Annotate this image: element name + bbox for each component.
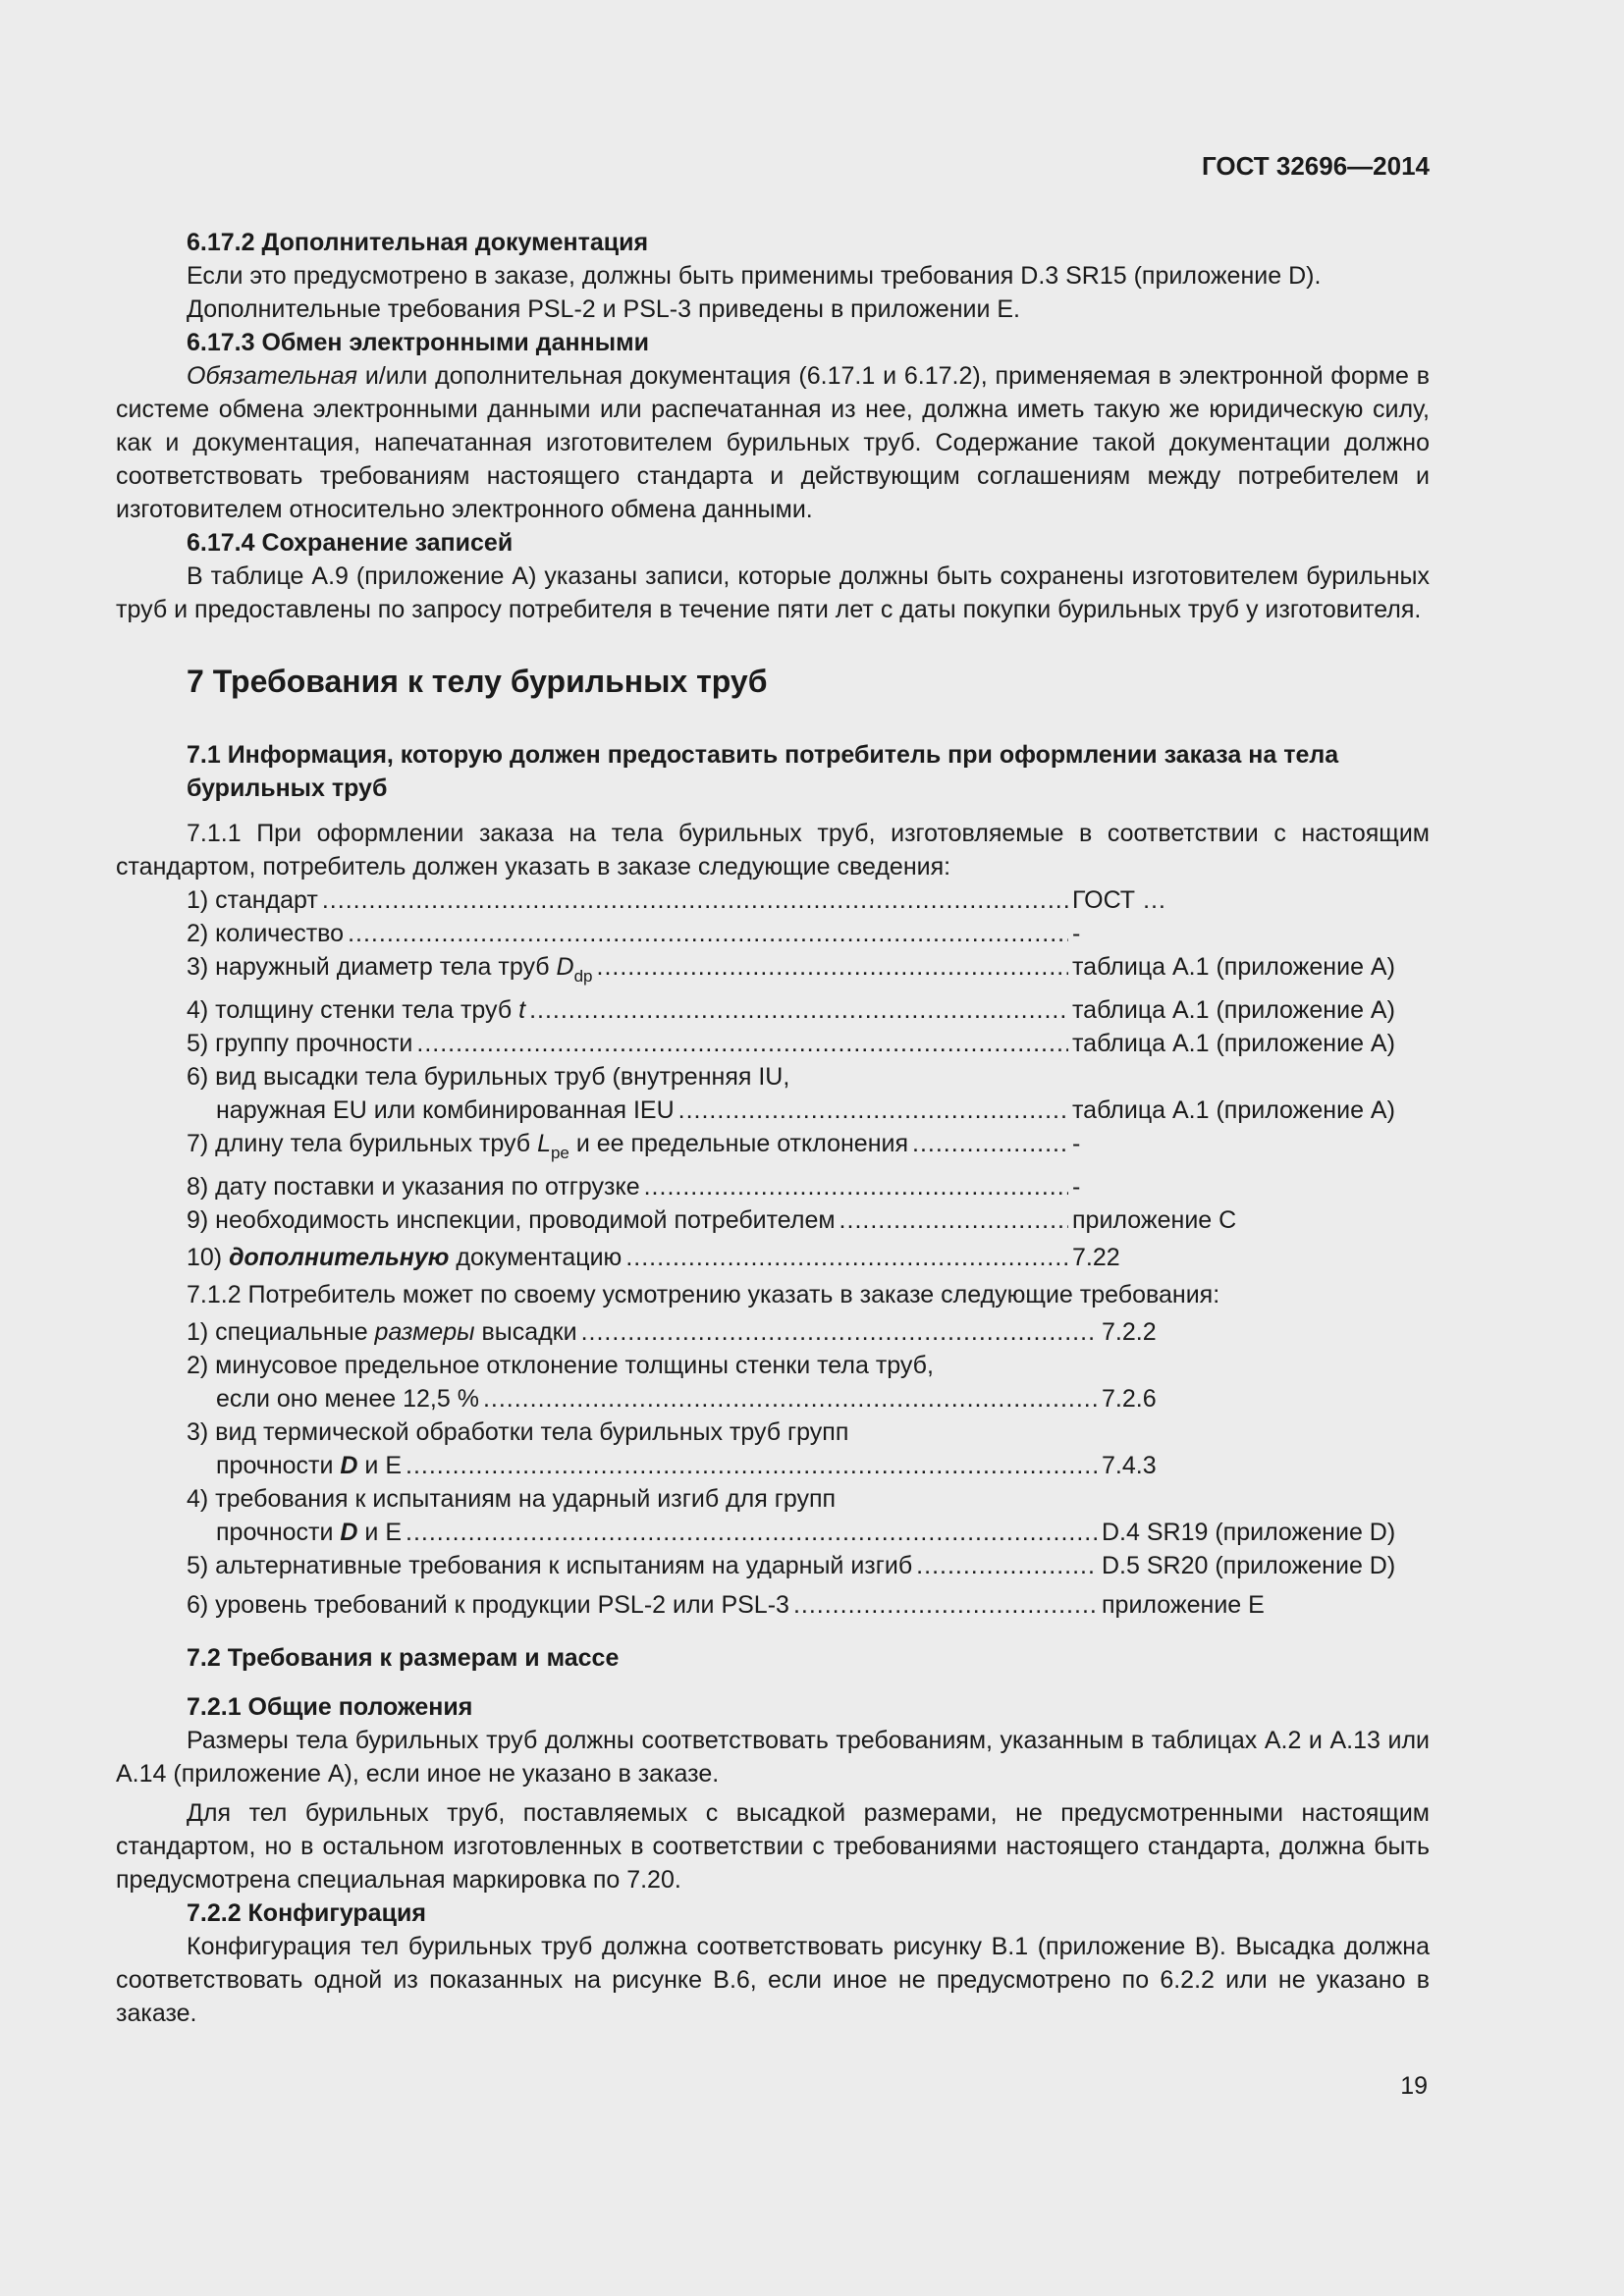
document-id-header: ГОСТ 32696—2014: [1202, 151, 1430, 181]
heading-6-17-4: 6.17.4 Сохранение записей: [187, 529, 514, 557]
heading-7-2: 7.2 Требования к размерам и массе: [187, 1644, 620, 1672]
list-item: 10) дополнительную документацию ..... 7.22: [116, 1241, 1430, 1274]
list-item: 4) толщину стенки тела труб t ..... таблица А.1 (приложение А): [116, 993, 1430, 1027]
list-item: прочности D и E ..... 7.4.3: [116, 1449, 1430, 1482]
paragraph: Обязательная и/или дополнительная документация (6.17.1 и 6.17.2), применяемая в электронной форме в системе обмена электронными данными или распечатанная из нее, должна иметь такую же юридическую силу, как и документация, напечатанная изготовителем бурильных труб. Содержание такой документации должно соответствовать требованиям настоящего стандарта и действующим соглашениям между потребителем и изготовителем относительно электронного обмена данными.: [116, 362, 1430, 523]
paragraph: Размеры тела бурильных труб должны соответствовать требованиям, указанным в таблицах А.2 и А.13 или А.14 (приложение А), если иное не указано в заказе.: [116, 1727, 1430, 1788]
list-item: 1) специальные размеры высадки ..... 7.2.2: [116, 1315, 1430, 1349]
list-item: 1) стандарт ..... ГОСТ …: [116, 883, 1430, 917]
order-info-list: [116, 883, 1430, 1274]
paragraph: Для тел бурильных труб, поставляемых с высадкой размерами, не предусмотренными настоящим стандартом, но в остальном изготовленных в соответствии с требованиями настоящего стандарта, должна быть предусмотрена специальная маркировка по 7.20.: [116, 1799, 1430, 1894]
paragraph: 7.1.2 Потребитель может по своему усмотрению указать в заказе следующие требования:: [187, 1281, 1220, 1308]
list-item-line: 6) вид высадки тела бурильных труб (внутренняя IU,: [187, 1063, 790, 1091]
list-item: если оно менее 12,5 % ..... 7.2.6: [116, 1382, 1430, 1415]
list-item: 9) необходимость инспекции, проводимой потребителем ..... приложение С: [116, 1203, 1430, 1237]
heading-section-7: 7 Требования к телу бурильных труб: [187, 664, 768, 699]
heading-6-17-2: 6.17.2 Дополнительная документация: [187, 229, 649, 256]
list-item: 5) группу прочности ..... таблица А.1 (приложение А): [116, 1027, 1430, 1060]
heading-7-2-1: 7.2.1 Общие положения: [187, 1693, 473, 1721]
list-item: 7) длину тела бурильных труб $L_{pe}$ и ее предельные отклонения ..... -: [116, 1127, 1430, 1170]
paragraph: Конфигурация тел бурильных труб должна соответствовать рисунку В.1 (приложение В). Высадка должна соответствовать одной из показанных на рисунке В.6, если иное не предусмотрено по 6.2.2 или не указано в заказе.: [116, 1933, 1430, 2027]
list-item: наружная EU или комбинированная IEU ..... таблица А.1 (приложение А): [116, 1094, 1430, 1127]
paragraph: В таблице А.9 (приложение А) указаны записи, которые должны быть сохранены изготовителем бурильных труб и предоставлены по запросу потребителя в течение пяти лет с даты покупки бурильных труб у изготовителя.: [116, 562, 1430, 623]
list-item: 6) уровень требований к продукции PSL-2 или PSL-3 ..... приложение E: [116, 1588, 1430, 1622]
paragraph: Если это предусмотрено в заказе, должны быть применимы требования D.3 SR15 (приложение D).: [187, 262, 1322, 290]
list-item: 8) дату поставки и указания по отгрузке ..... -: [116, 1170, 1430, 1203]
optional-requirements-list: [116, 1315, 1430, 1622]
list-item: 5) альтернативные требования к испытаниям на ударный изгиб ..... D.5 SR20 (приложение D): [116, 1549, 1430, 1582]
document-body: [116, 226, 1430, 2030]
list-item: 2) количество ..... -: [116, 917, 1430, 950]
emphasis: Обязательная: [187, 362, 357, 390]
paragraph: Дополнительные требования PSL-2 и PSL-3 приведены в приложении E.: [187, 295, 1020, 323]
list-item-line: 4) требования к испытаниям на ударный изгиб для групп: [187, 1485, 837, 1513]
heading-7-1: 7.1 Информация, которую должен предоставить потребитель при оформлении заказа на тела бурильных труб: [187, 741, 1339, 802]
paragraph: 7.1.1 При оформлении заказа на тела бурильных труб, изготовляемые в соответствии с настоящим стандартом, потребитель должен указать в заказе следующие сведения:: [116, 820, 1430, 881]
heading-6-17-3: 6.17.3 Обмен электронными данными: [187, 329, 649, 356]
list-item-line: 2) минусовое предельное отклонение толщины стенки тела труб,: [187, 1352, 934, 1379]
list-item-line: 3) вид термической обработки тела бурильных труб групп: [187, 1418, 849, 1446]
page-number: 19: [1400, 2072, 1428, 2100]
heading-7-2-2: 7.2.2 Конфигурация: [187, 1899, 426, 1927]
list-item: прочности D и E ..... D.4 SR19 (приложение D): [116, 1516, 1430, 1549]
list-item: 3) наружный диаметр тела труб $D_{dp}$ ..... таблица А.1 (приложение А): [116, 950, 1430, 993]
